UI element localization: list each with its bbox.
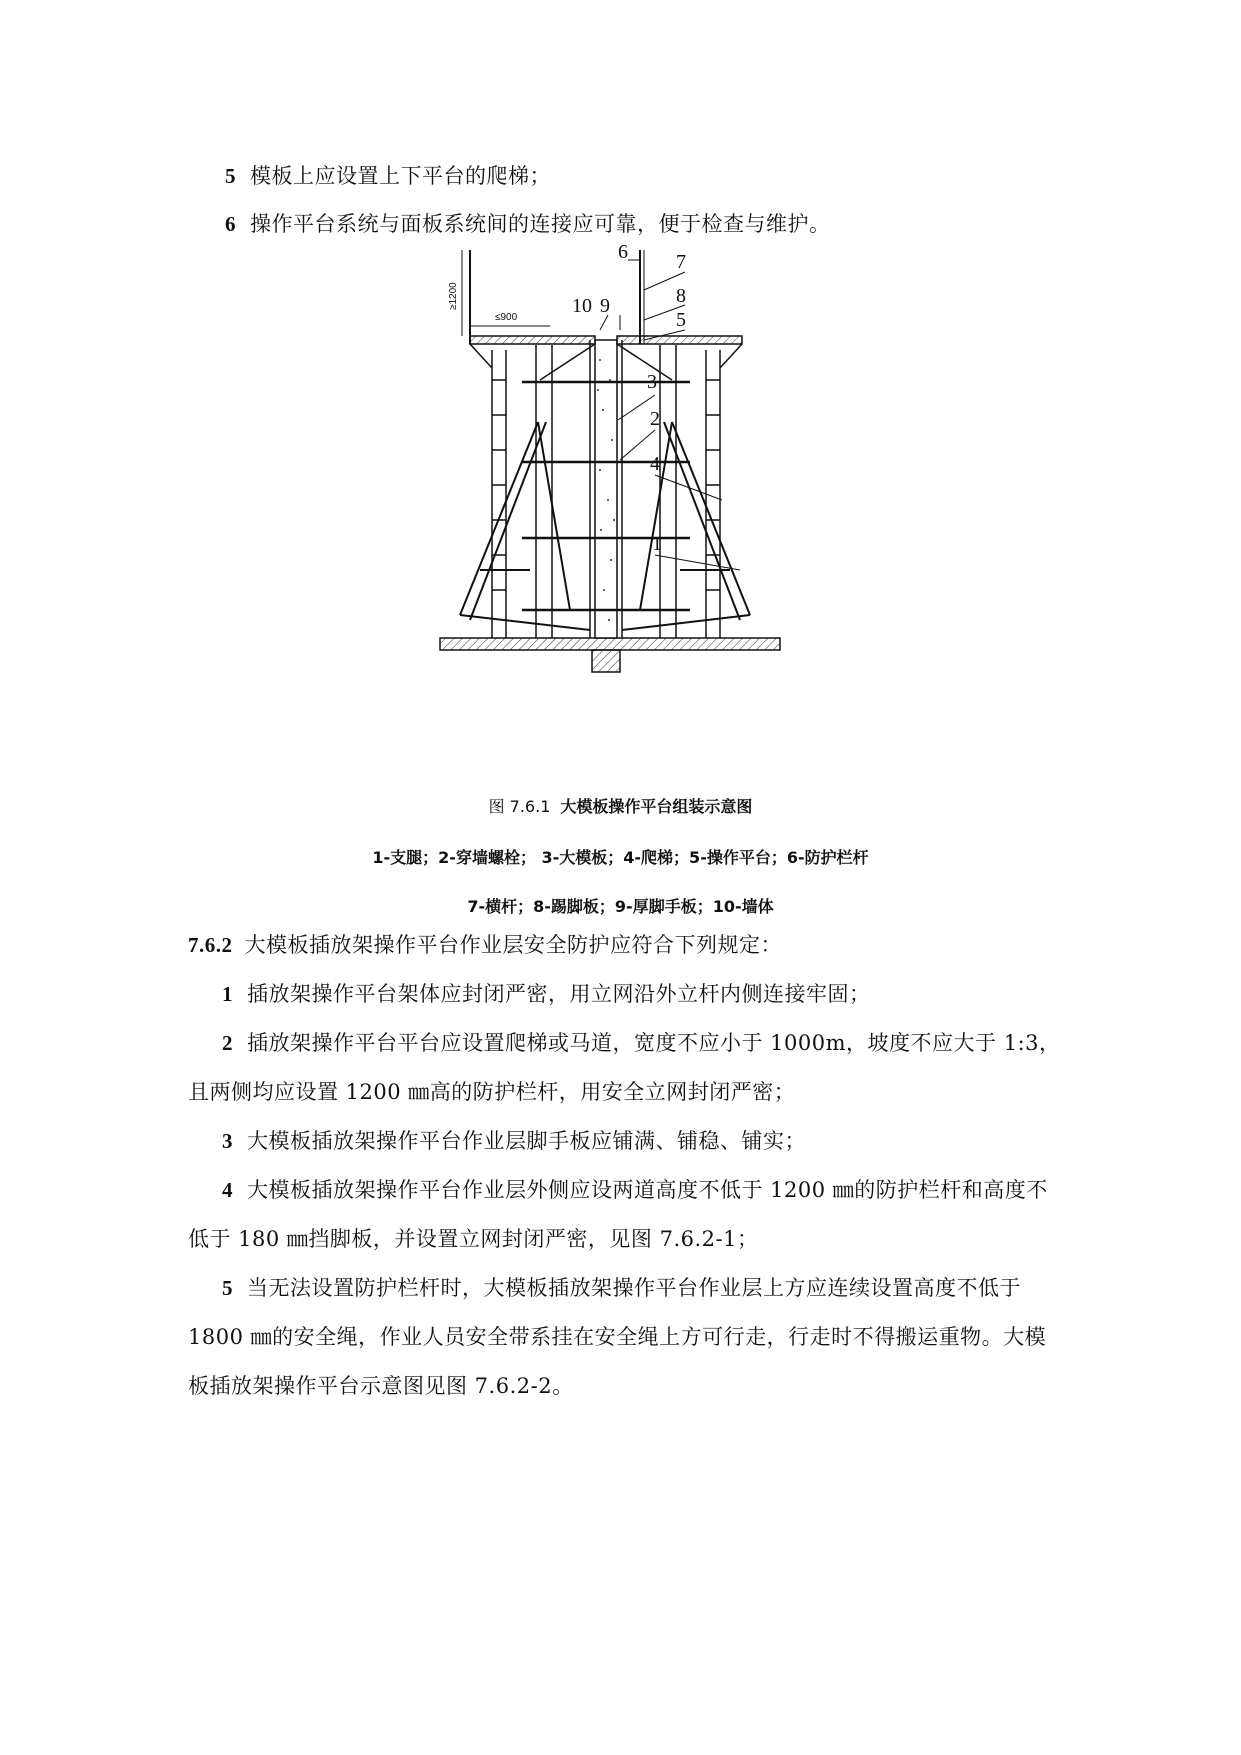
height-dimension-label: ≥1200 [448, 282, 459, 310]
rule-number: 1 [222, 982, 233, 1006]
rule-2-cont: 且两侧均应设置 1200 ㎜高的防护栏杆，用安全立网封闭严密； [188, 1080, 796, 1104]
figure-legend-line1: 1-支腿；2-穿墙螺栓； 3-大模板；4-爬梯；5-操作平台；6-防护栏杆 [372, 848, 869, 867]
label-2: 2 [650, 408, 660, 430]
rule-text: 插放架操作平台架体应封闭严密，用立网沿外立杆内侧连接牢固； [247, 982, 871, 1006]
ladder-right [706, 350, 720, 638]
item-5 [225, 161, 551, 191]
figure-title: 大模板操作平台组装示意图 [560, 797, 753, 816]
wall-body [595, 340, 617, 638]
item-text: 操作平台系统与面板系统间的连接应可靠，便于检查与维护。 [250, 212, 831, 236]
label-9: 9 [600, 295, 610, 317]
rule-text: 大模板插放架操作平台作业层脚手板应铺满、铺稳、铺实； [247, 1129, 806, 1153]
figure-caption [0, 795, 1241, 819]
rule-1 [222, 979, 871, 1009]
rule-4-cont: 低于 180 ㎜挡脚板，并设置立网封闭严密，见图 7.6.2-1； [188, 1227, 759, 1251]
rule-text: 当无法设置防护栏杆时，大模板插放架操作平台作业层上方应连续设置高度不低于 [247, 1276, 1021, 1300]
item-number: 6 [225, 212, 236, 236]
figure-number: 图 7.6.1 [488, 797, 551, 816]
ground-slab [440, 638, 780, 650]
rule-number: 2 [222, 1031, 233, 1055]
label-7: 7 [676, 251, 686, 273]
rule-number: 3 [222, 1129, 233, 1153]
item-text: 模板上应设置上下平台的爬梯； [250, 164, 551, 188]
ladder-left [492, 350, 506, 638]
footing [592, 650, 620, 672]
rule-text: 插放架操作平台平台应设置爬梯或马道，宽度不应小于 1000m，坡度不应大于 1:3， [247, 1031, 1061, 1055]
rule-number: 4 [222, 1178, 233, 1202]
section-number: 7.6.2 [188, 933, 233, 957]
rule-5 [222, 1273, 1021, 1303]
rule-text: 大模板插放架操作平台作业层外侧应设两道高度不低于 1200 ㎜的防护栏杆和高度不 [247, 1178, 1048, 1202]
rule-number: 5 [222, 1276, 233, 1300]
rule-4 [222, 1175, 1048, 1205]
item-number: 5 [225, 164, 236, 188]
section-title: 大模板插放架操作平台作业层安全防护应符合下列规定： [244, 933, 782, 957]
label-4: 4 [650, 453, 660, 475]
label-6: 6 [618, 241, 628, 263]
rule-2 [222, 1028, 1061, 1058]
platform-assembly-diagram [440, 241, 820, 760]
label-1: 1 [652, 533, 662, 555]
figure-legend-line2: 7-横杆；8-踢脚板；9-厚脚手板；10-墙体 [467, 897, 774, 916]
section-heading [188, 930, 782, 960]
width-dimension-label: ≤900 [495, 312, 518, 323]
rule-5-cont2: 板插放架操作平台示意图见图 7.6.2-2。 [188, 1374, 574, 1398]
label-5: 5 [676, 309, 686, 331]
rule-3 [222, 1126, 806, 1156]
label-8: 8 [676, 285, 686, 307]
item-6 [225, 209, 831, 239]
rule-5-cont1: 1800 ㎜的安全绳，作业人员安全带系挂在安全绳上方可行走，行走时不得搬运重物。大模 [188, 1325, 1047, 1349]
label-10: 10 [572, 295, 592, 317]
label-3: 3 [647, 371, 657, 393]
